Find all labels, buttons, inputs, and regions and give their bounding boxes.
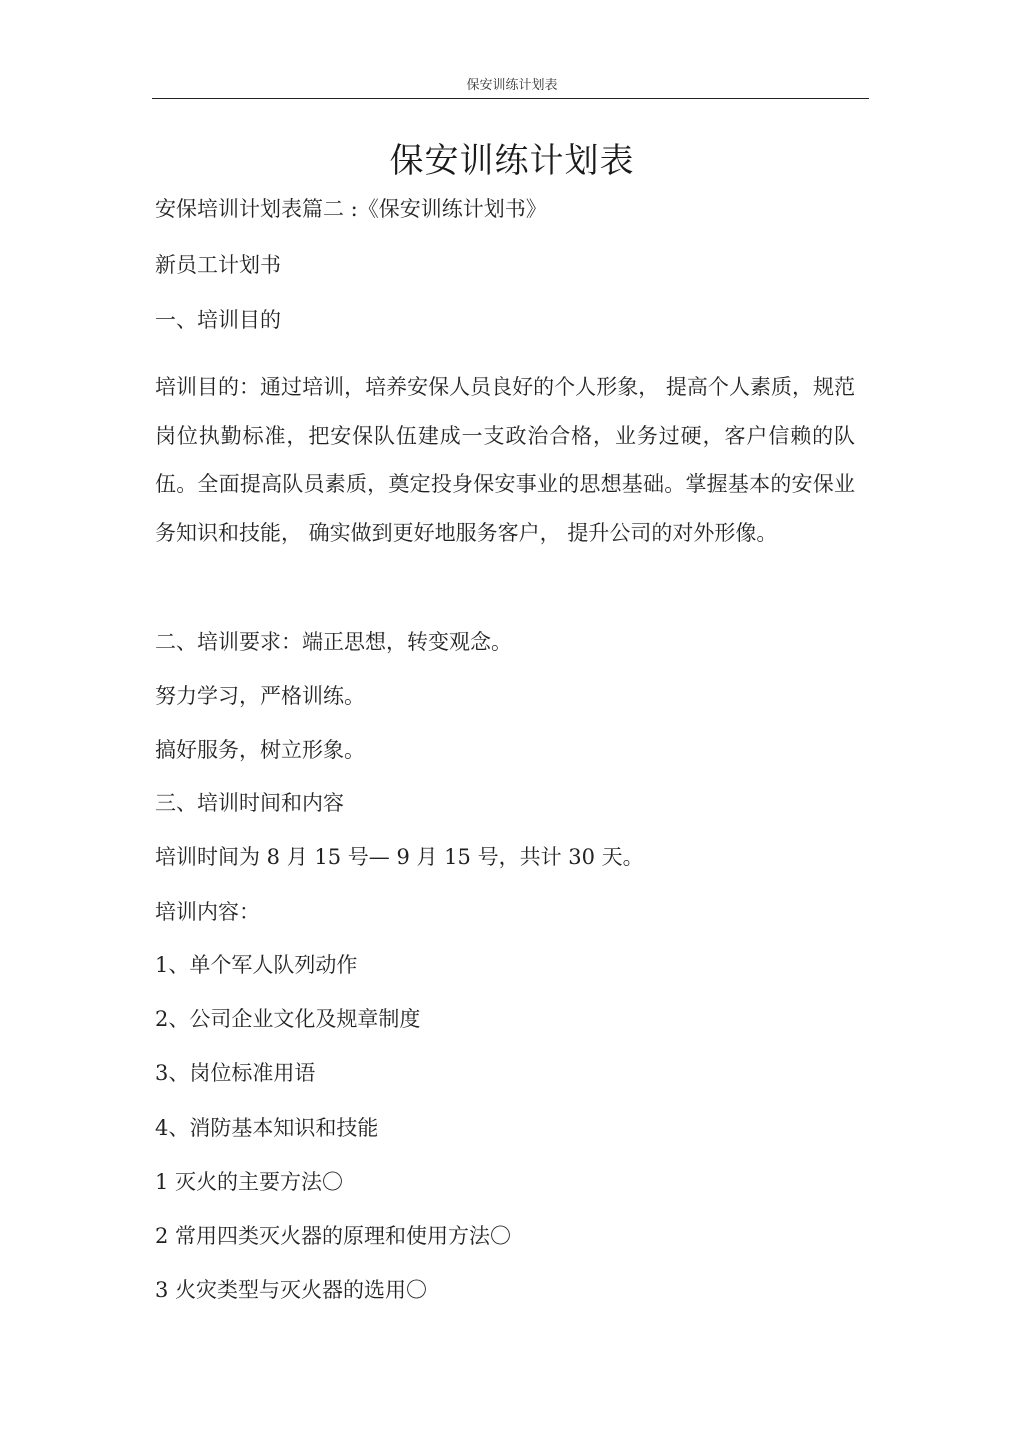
fire-list-item: 3 火灾类型与灭火器的选用〇 (155, 1278, 428, 1302)
content-list-item: 1、单个军人队列动作 (155, 953, 358, 977)
document-title: 保安训练计划表 (389, 141, 635, 181)
content-list-item: 2、公司企业文化及规章制度 (155, 1007, 421, 1031)
section2-heading: 二、培训要求：端正思想，转变观念。 (155, 630, 512, 654)
training-time: 培训时间为 8 月 15 号— 9 月 15 号，共计 30 天。 (155, 845, 644, 869)
content-list-item: 3、岗位标准用语 (155, 1061, 316, 1085)
header-divider (152, 98, 869, 99)
section2-line: 努力学习，严格训练。 (155, 684, 365, 708)
section3-heading: 三、培训时间和内容 (155, 791, 344, 815)
heading-new-staff: 新员工计划书 (155, 253, 281, 277)
section2-line: 搞好服务，树立形象。 (155, 738, 365, 762)
section1-heading: 一、培训目的 (155, 308, 281, 332)
content-label: 培训内容： (155, 900, 260, 924)
section1-paragraph: 培训目的：通过培训，培养安保人员良好的个人形象， 提高个人素质，规范岗位执勤标准，把安保队伍建成一支政治合格，业务过硬，客户信赖的队伍。全面提高队员素质，奠定投身保安事业的思想基础。掌握基本的安保业务知识和技能， 确实做到更好地服务客户， 提升公司的对外形像。 (155, 375, 855, 545)
fire-list-item: 2 常用四类灭火器的原理和使用方法〇 (155, 1224, 512, 1248)
content-list-item: 4、消防基本知识和技能 (155, 1116, 379, 1140)
fire-list-item: 1 灭火的主要方法〇 (155, 1170, 344, 1194)
document-subtitle: 安保培训计划表篇二 :《保安训练计划书》 (155, 197, 547, 221)
running-header-title: 保安训练计划表 (466, 78, 558, 93)
